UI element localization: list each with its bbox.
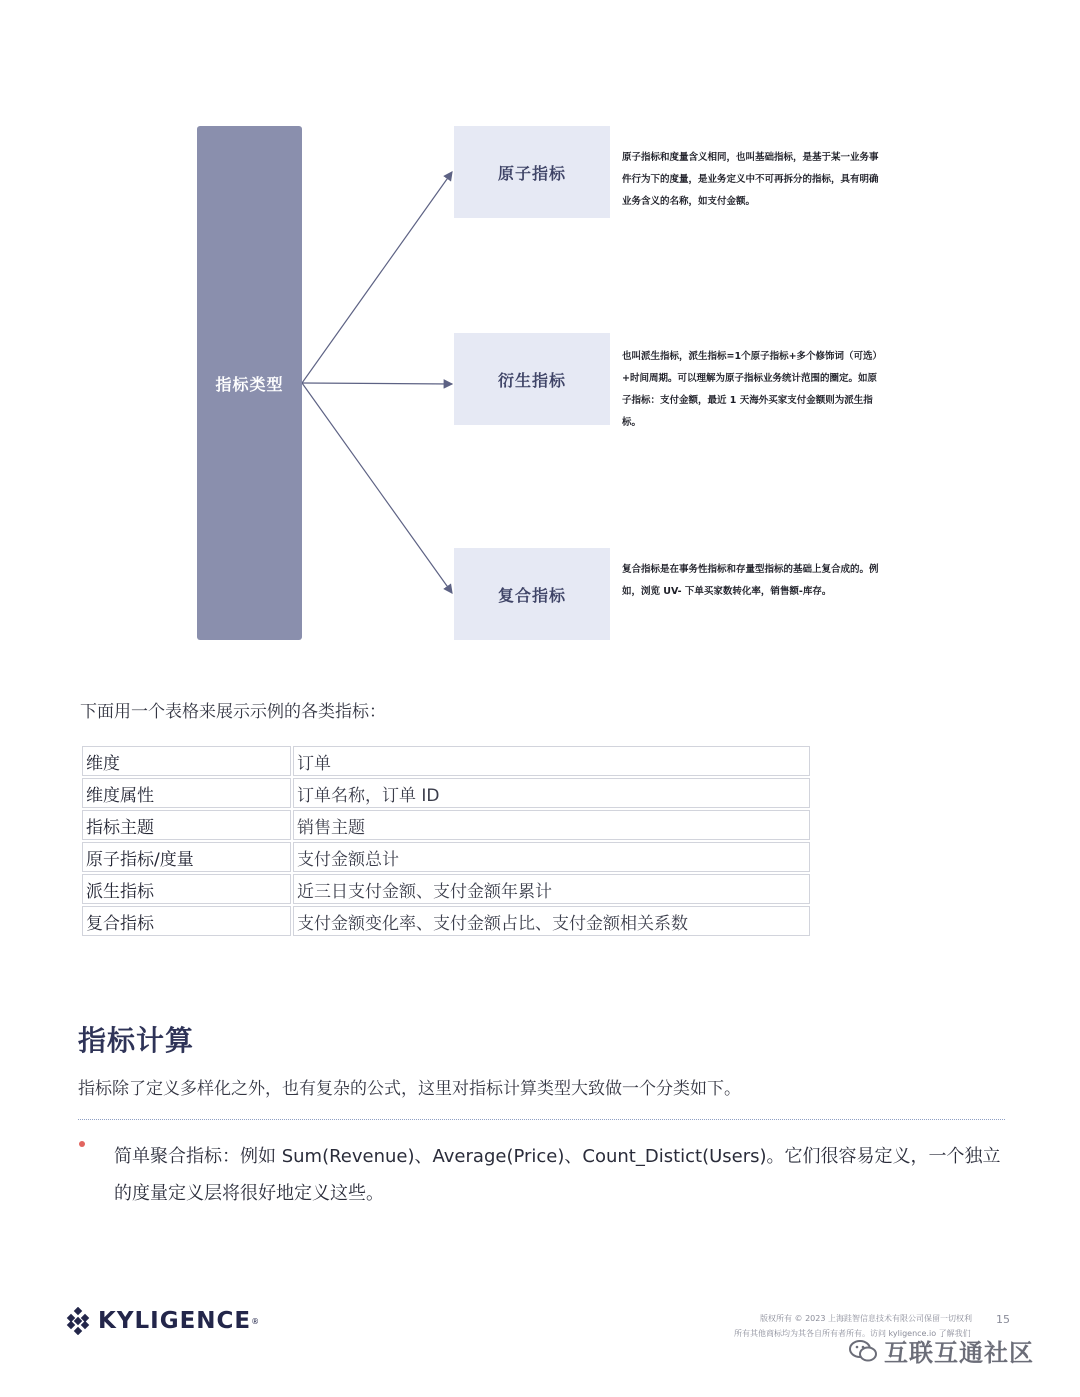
- watermark-text: 互联互通社区: [884, 1339, 1034, 1367]
- derived-metric-box: 衍生指标: [454, 333, 610, 425]
- table-cell-key: 指标主题: [82, 810, 291, 840]
- composite-metric-box: 复合指标: [454, 548, 610, 640]
- kyligence-logo: [64, 1305, 259, 1337]
- table-intro-text: 下面用一个表格来展示示例的各类指标：: [80, 702, 386, 722]
- table-cell-value: 近三日支付金额、支付金额年累计: [293, 874, 810, 904]
- wechat-icon: [848, 1338, 878, 1364]
- table-cell-value: 订单: [293, 746, 810, 776]
- table-cell-value: 销售主题: [293, 810, 810, 840]
- arrow-to-derived: [302, 383, 452, 384]
- watermark: [848, 1333, 1034, 1368]
- table-cell-value: 支付金额变化率、支付金额占比、支付金额相关系数: [293, 906, 810, 936]
- table-cell-value: 支付金额总计: [293, 842, 810, 872]
- atomic-metric-description: 原子指标和度量含义相同，也叫基础指标，是基于某一业务事件行为下的度量，是业务定义中不可再拆分的指标，具有明确业务含义的名称，如支付金额。: [622, 152, 879, 207]
- bullet-marker: [79, 1141, 85, 1147]
- table-cell-key: 原子指标/度量: [82, 842, 291, 872]
- table-row: [82, 746, 810, 776]
- footer-copyright-line-1: 版权所有 © 2023 上海跬智信息技术有限公司保留一切权利: [760, 1314, 972, 1323]
- table-row: [82, 906, 810, 936]
- arrow-to-atomic: [302, 172, 452, 383]
- table-cell-key: 复合指标: [82, 906, 291, 936]
- table-cell-key: 派生指标: [82, 874, 291, 904]
- dotted-divider: [78, 1119, 1005, 1120]
- logo-wordmark: KYLIGENCE: [98, 1308, 252, 1334]
- section-heading: 指标计算: [78, 1024, 195, 1057]
- logo-registered-mark: ®: [251, 1316, 260, 1326]
- metric-type-root-box: 指标类型: [197, 126, 302, 640]
- table-row: [82, 778, 810, 808]
- table-cell-key: 维度: [82, 746, 291, 776]
- atomic-metric-box: 原子指标: [454, 126, 610, 218]
- table-cell-value: 订单名称，订单 ID: [293, 778, 810, 808]
- table-cell-key: 维度属性: [82, 778, 291, 808]
- composite-metric-description: 复合指标是在事务性指标和存量型指标的基础上复合成的。例如，浏览 UV- 下单买家数转化率，销售额-库存。: [622, 564, 879, 597]
- arrow-to-composite: [302, 383, 452, 593]
- table-row: [82, 874, 810, 904]
- table-row: [82, 842, 810, 872]
- derived-metric-description: 也叫派生指标，派生指标=1个原子指标+多个修饰词（可选）+时间周期。可以理解为原子指标业务统计范围的圈定。如原子指标：支付金额，最近 1 天海外买家支付金额则为派生指标。: [622, 351, 883, 428]
- footer-copyright-line-2: 所有其他商标均为其各自所有者所有。访问 kyligence.io 了解我们: [734, 1329, 971, 1338]
- metrics-example-table: [80, 744, 812, 938]
- bullet-item: 简单聚合指标：例如 Sum(Revenue)、Average(Price)、Count_Distict(Users)。它们很容易定义，一个独立的度量定义层将很好地定义这些。: [114, 1146, 1001, 1204]
- section-paragraph: 指标除了定义多样化之外，也有复杂的公式，这里对指标计算类型大致做一个分类如下。: [78, 1079, 741, 1099]
- page-number: 15: [996, 1313, 1010, 1326]
- table-row: [82, 810, 810, 840]
- kyligence-logo-mark-icon: [64, 1307, 92, 1335]
